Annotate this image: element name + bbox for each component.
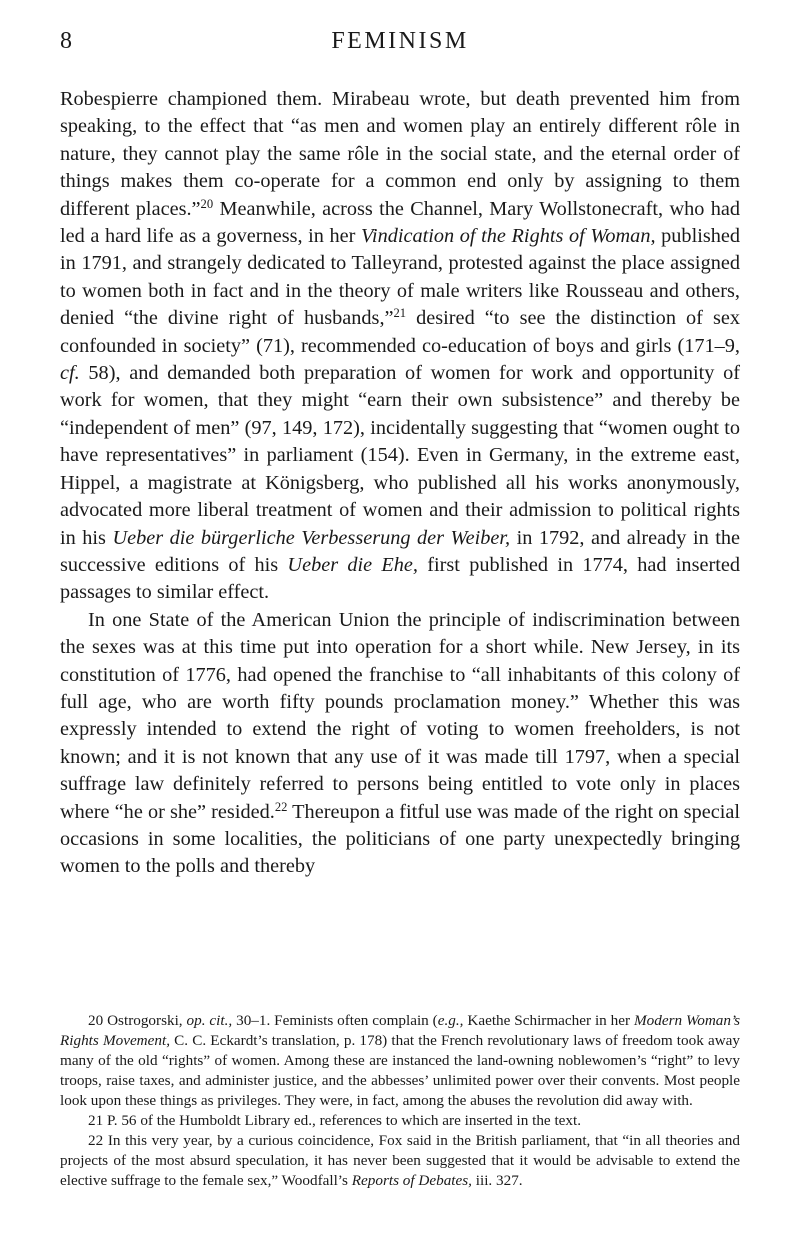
footnote-ref-20: 20 [200,196,214,211]
paragraph-2-text: In one State of the American Union the principle of indiscrimination between the sexes was at this time put into operation for a short while. New Jersey, in its constitution of 1776, had opened the franchise to “all inhabitants of this colony of full age, who are worth fifty pounds proclamation money.” Whether this was expressly intended to extend the right of voting to women freeholders, is not known; and it is not known that any use of it was made till 1797, when a special suffrage law definitely referred to persons being entitled to vote only in places where “he or she” resided. [60,608,740,823]
abbreviation-eg: e.g., [437,1012,464,1029]
paragraph-1-text: first published in 1774, had inserted passages to similar effect. [60,553,740,604]
footnote-20-text: 20 Ostrogorski, [88,1012,187,1029]
book-title-vindication: Vindication of the Rights of Woman, [361,225,656,248]
book-title-verbesserung: Ueber die bürgerliche Verbesserung der Weiber, [112,526,511,549]
paragraph-1-text: 58), and demanded both preparation of women for work and opportunity of work for women, that they might “earn their own subsistence” and thereby be “independent of men” (97, 149, 172), incidentally suggesting that “women ought to have representatives” in parliament (154). Even in Germany, in the extreme east, Hippel, a magistrate at Königsberg, who published all his works anonymously, advocated more liberal treatment of women and their admission to political rights in his [60,362,740,549]
footnote-20-text: C. C. Eckardt’s translation, p. 178) that the French revolutionary laws of freedom took away many of the old “rights” of women. Among these are instanced the land-owning noblewomen’s “right” to levy troops, raise taxes, and administer justice, and the abbesses’ unlimited power over their convents. Most people look upon these things as privileges. They were, in fact, among the abuses the revolution did away with. [60,1032,740,1109]
book-title-reports-of-debates: Reports of Debates, [351,1172,472,1189]
footnote-22-text: iii. 327. [471,1172,523,1189]
footnote-20 [60,1011,740,1111]
footnote-20-text: 30–1. Feminists often complain ( [232,1012,438,1029]
paragraph-1-text: Meanwhile, across the Channel, Mary Wollstonecraft, who had led a hard life as a governess, in her [60,197,741,248]
paragraph-1-text: in 1792, and already in the successive editions of his [60,526,740,576]
page-header [60,0,740,66]
footnote-21 [60,1111,740,1131]
footnotes [60,1011,740,1191]
paragraph-2 [60,607,740,881]
book-page [60,0,741,1189]
paragraph-1-text: desired “to see the distinction of sex confounded in society” (71), recommended co-education of boys and girls (171–9, [60,307,740,357]
footnote-ref-22: 22 [274,799,288,814]
book-title-modern-womans-rights: Modern Woman’s Rights Movement, [60,1012,740,1049]
footnote-21-text: 21 P. 56 of the Humboldt Library ed., references to which are inserted in the text. [88,1112,582,1129]
abbreviation-op-cit: op. cit., [186,1012,233,1029]
footnote-20-text: Kaethe Schirmacher in her [463,1012,634,1029]
footnote-22 [60,1131,740,1191]
abbreviation-cf: cf. [60,362,80,385]
book-title-ueber-die-ehe: Ueber die Ehe, [287,553,419,576]
footnote-ref-21: 21 [393,306,407,321]
paragraph-1 [60,86,740,607]
paragraph-1-text: Robespierre championed them. Mirabeau wrote, but death prevented him from speaking, to the effect that “as men and women play an entirely different rôle in nature, they cannot play the same rôle in the social state, and the eternal order of things makes them co-operate for a common end only by assigning to them different places.” [60,88,740,220]
page-number: 8 [60,28,72,54]
paragraph-1-text: published in 1791, and strangely dedicated to Talleyrand, protested against the place assigned to women both in fact and in the theory of male writers like Rousseau and others, denied “the divine right of husbands,” [60,225,741,330]
running-head: FEMINISM [331,28,469,54]
body-text [60,86,740,881]
footnote-22-text: 22 In this very year, by a curious coincidence, Fox said in the British parliament, that “in all theories and projects of the most absurd speculation, it has never been suggested that it would be advisable to extend the elective suffrage to the female sex,” Woodfall’s [60,1132,740,1189]
paragraph-2-text: Thereupon a fitful use was made of the right on special occasions in some localities, the politicians of one party unexpectedly bringing women to the polls and thereby [60,800,740,878]
